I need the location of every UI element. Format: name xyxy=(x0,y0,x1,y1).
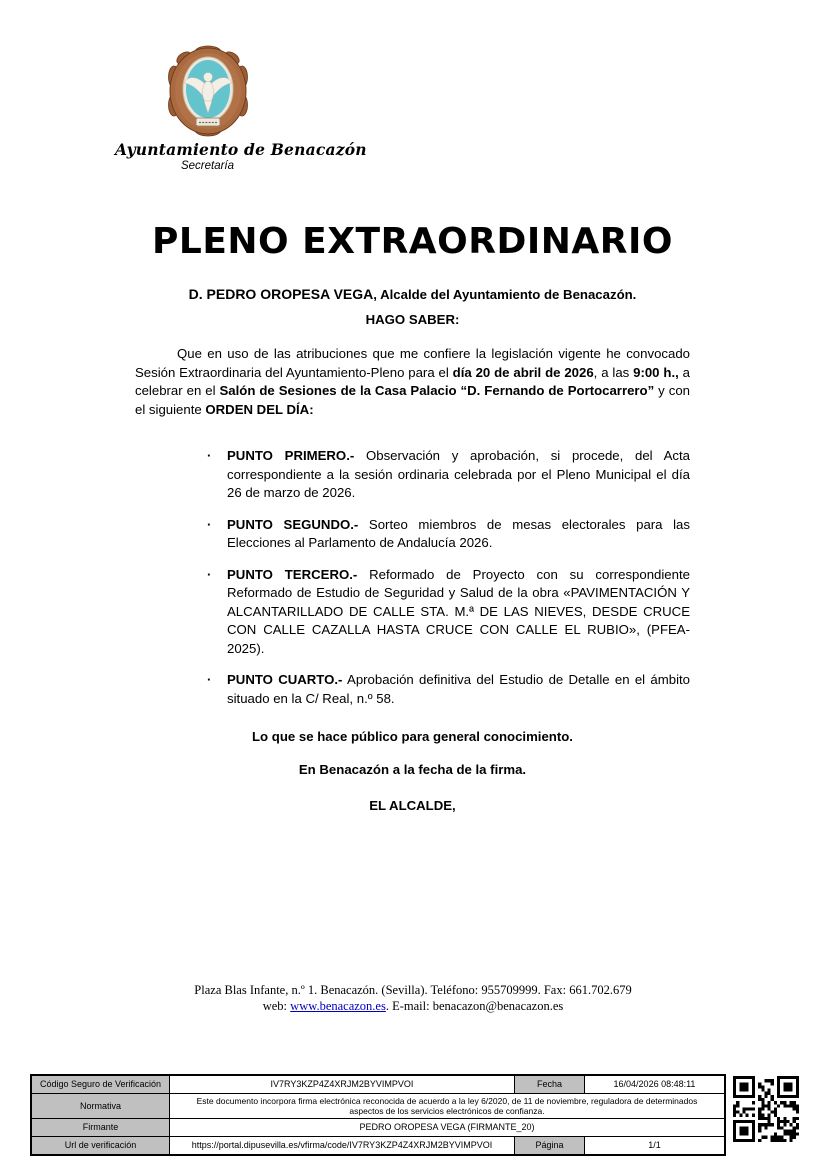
intro-text: , a las xyxy=(593,364,634,380)
agenda-item-lead: PUNTO CUARTO.- xyxy=(227,672,343,687)
intro-paragraph xyxy=(135,345,690,419)
closing-public-notice: Lo que se hace público para general conocimiento. xyxy=(252,729,573,744)
department-name: Secretaría xyxy=(180,160,235,172)
session-time: 9:00 h., xyxy=(633,364,679,380)
document-body xyxy=(135,222,690,816)
session-date: día 20 de abril de 2026 xyxy=(452,364,594,380)
agenda-item-text: PUNTO SEGUNDO.- Sorteo miembros de mesas electorales para las Elecciones al Parlamento de Andalucía 2026. xyxy=(227,516,690,550)
intro-text: y con el siguiente xyxy=(135,383,690,417)
letterhead xyxy=(115,45,367,172)
organization-name: Ayuntamiento de Benacazón xyxy=(115,140,367,159)
agenda-item-text: PUNTO TERCERO.- Reformado de Proyecto con su correspondiente Reformado de Estudio de Seguridad y Salud de la obra «PAVIMENTACIÓN Y ALCANTARILLADO DE CALLE STA. M.ª DE LAS NIEVES, DESDE CRUCE CON CALLE CAZALLA HASTA CRUCE CON CALLE EL RUBIO», (PFEA-2025). xyxy=(227,566,690,656)
page-title: PLENO EXTRAORDINARIO xyxy=(152,221,673,262)
firmante-label-cell: Firmante xyxy=(32,1119,170,1137)
agenda-item-lead: PUNTO TERCERO.- xyxy=(227,566,358,582)
website-link[interactable]: www.benacazon.es xyxy=(290,999,386,1013)
closing-place-date: En Benacazón a la fecha de la firma. xyxy=(298,761,527,777)
fecha-label-cell: Fecha xyxy=(515,1076,585,1094)
intro-text: Que en uso de las atribuciones que me confiere la legislación vigente he convocado Sesión Extraordinaria del Ayuntamiento-Pleno para el xyxy=(135,346,690,380)
orden-del-dia-label: ORDEN DEL DÍA: xyxy=(205,401,314,417)
agenda-item-lead: PUNTO PRIMERO.- xyxy=(227,448,355,463)
url-value-cell: https://portal.dipusevilla.es/vfirma/code/IV7RY3KZP4Z4XRJM2BYVIMPVOI xyxy=(170,1137,515,1154)
agenda-item-text: PUNTO CUARTO.- Aprobación definitiva del Estudio de Detalle en el ámbito situado en la C/ Real, n.º 58. xyxy=(227,672,690,706)
verification-table xyxy=(30,1074,726,1156)
pagina-value-cell: 1/1 xyxy=(648,1140,661,1151)
mayor-line xyxy=(135,285,690,305)
address-footer xyxy=(0,982,826,1014)
benacazon-dove-crest-logo xyxy=(165,45,251,137)
agenda-item-3 xyxy=(207,566,690,659)
bullet-icon: · xyxy=(207,516,212,532)
normativa-value-cell: Este documento incorpora firma electrónica reconocida de acuerdo a la ley 6/2020, de 11 de noviembre, reguladora de determinados aspectos de los servicios electrónicos de confianza. xyxy=(170,1094,724,1119)
bullet-icon: · xyxy=(207,566,212,582)
firmante-value-cell: PEDRO OROPESA VEGA (FIRMANTE_20) xyxy=(170,1119,724,1137)
agenda-item-4 xyxy=(207,671,690,708)
agenda-list xyxy=(135,447,690,708)
email-text: . E-mail: benacazon@benacazon.es xyxy=(385,999,564,1013)
agenda-item-lead: PUNTO SEGUNDO.- xyxy=(227,516,359,532)
closing-signature-title: EL ALCALDE, xyxy=(369,798,456,813)
session-venue: Salón de Sesiones de la Casa Palacio “D. Fernando de Portocarrero” xyxy=(219,383,655,398)
intro-text: a celebrar en el xyxy=(135,364,690,398)
url-label-cell: Url de verificación xyxy=(32,1137,170,1154)
hago-saber-heading: HAGO SABER: xyxy=(365,311,460,327)
agenda-item-1 xyxy=(207,447,690,503)
fecha-value-cell: 16/04/2026 08:48:11 xyxy=(585,1076,724,1094)
qr-code xyxy=(733,1076,799,1142)
normativa-label-cell: Normativa xyxy=(32,1094,170,1119)
mayor-name: D. PEDRO OROPESA VEGA xyxy=(188,286,374,302)
pagina-label-cell: Página xyxy=(515,1137,585,1154)
address-line: Plaza Blas Infante, n.º 1. Benacazón. (Sevilla). Teléfono: 955709999. Fax: 661.702.679 xyxy=(194,983,632,997)
mayor-title: , Alcalde del Ayuntamiento de Benacazón. xyxy=(373,287,637,302)
csv-value-cell: IV7RY3KZP4Z4XRJM2BYVIMPVOI xyxy=(170,1076,515,1094)
bullet-icon: · xyxy=(207,672,212,687)
csv-label-cell: Código Seguro de Verificación xyxy=(32,1076,170,1094)
contact-line xyxy=(0,998,826,1014)
agenda-item-2 xyxy=(207,516,690,553)
agenda-item-text: PUNTO PRIMERO.- Observación y aprobación, si procede, del Acta correspondiente a la sesión ordinaria celebrada por el Pleno Municipal el día 26 de marzo de 2026. xyxy=(227,448,690,500)
web-label: web: xyxy=(262,999,291,1013)
bullet-icon: · xyxy=(207,448,212,463)
